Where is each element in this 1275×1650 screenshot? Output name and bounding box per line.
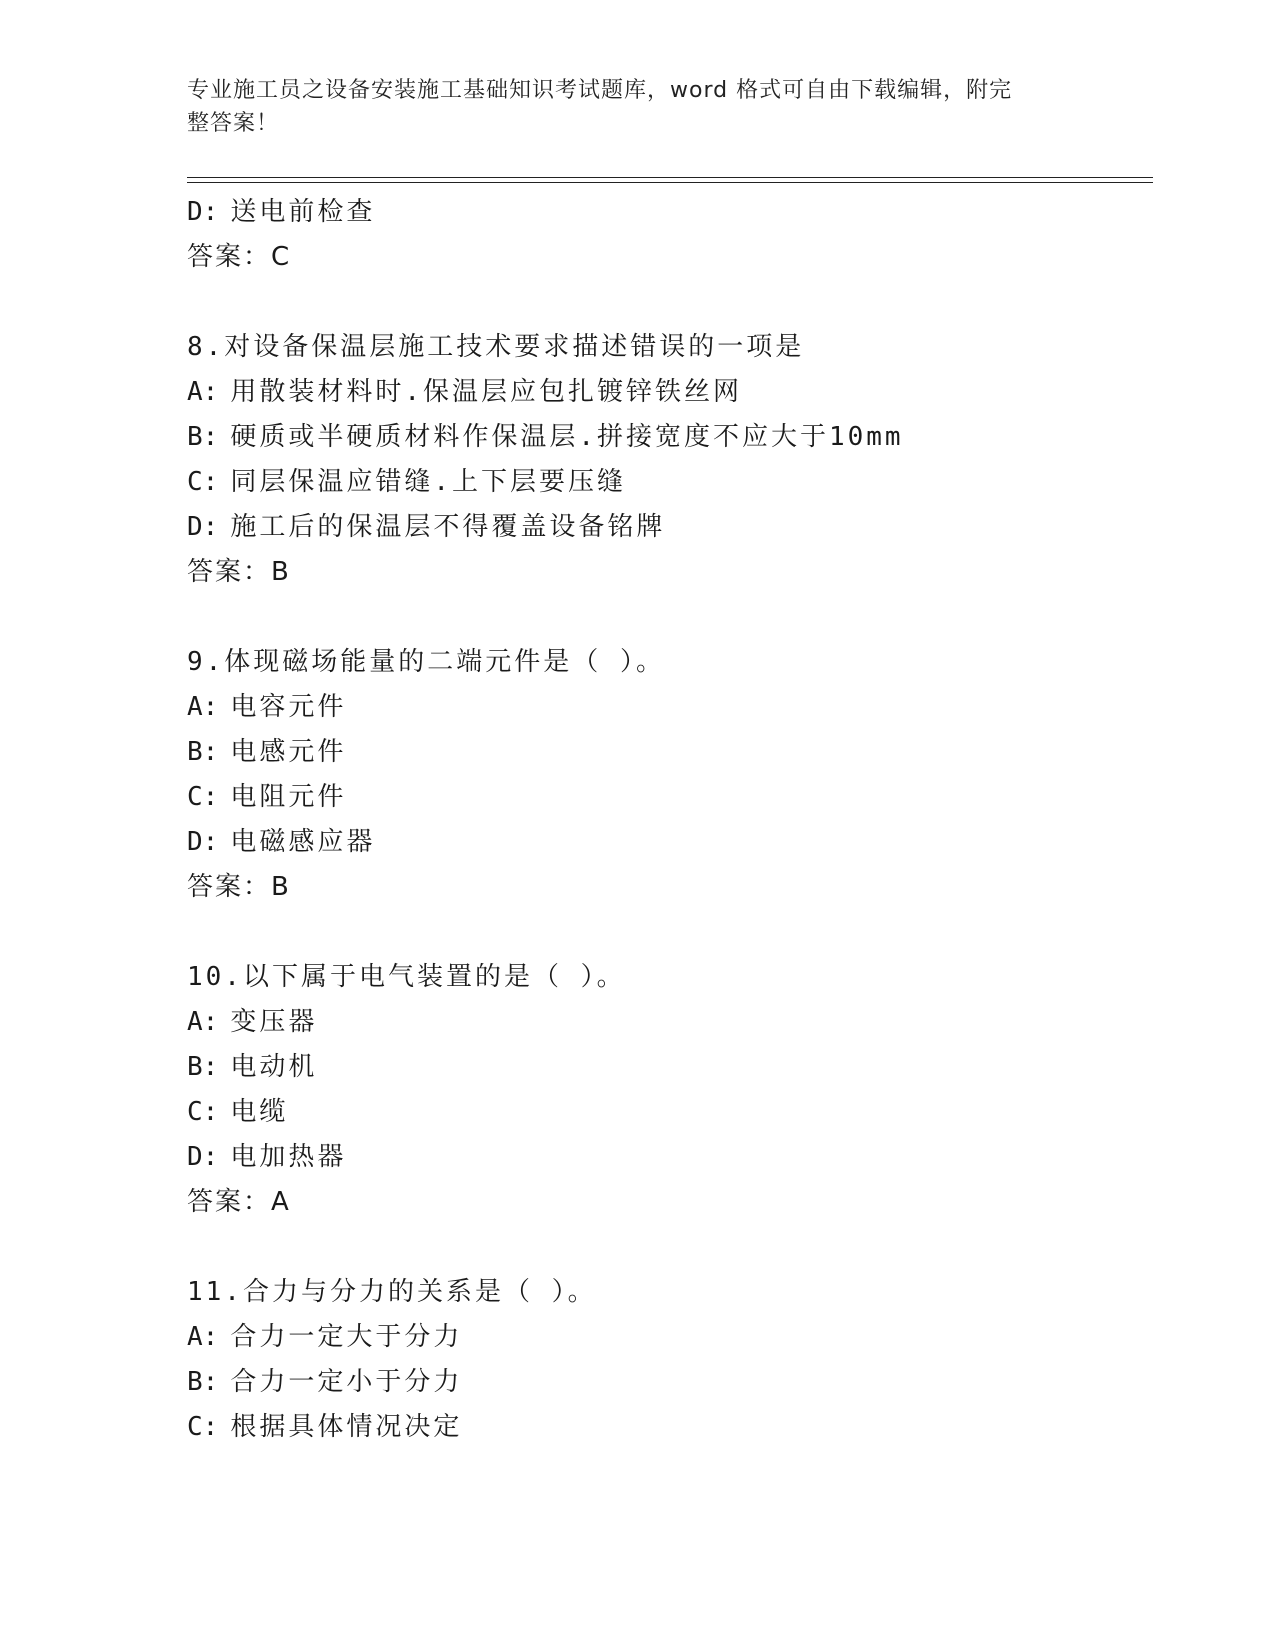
option-prefix: A: [187, 377, 219, 407]
question-stem: 11.合力与分力的关系是（ ）。 [187, 1277, 597, 1307]
option-prefix: B: [187, 1052, 219, 1082]
option-prefix: C: [187, 782, 219, 812]
question-stem: 8.对设备保温层施工技术要求描述错误的一项是 [187, 332, 805, 362]
option-line [187, 1360, 1157, 1405]
option-line [187, 1135, 1157, 1180]
option-prefix: A: [187, 1322, 219, 1352]
question-stem: 10.以下属于电气装置的是（ ）。 [187, 962, 626, 992]
option-line [187, 370, 1157, 415]
option-text: 送电前检查 [230, 197, 376, 227]
option-line [187, 685, 1157, 730]
option-line [187, 1045, 1157, 1090]
option-line [187, 1090, 1157, 1135]
option-line [187, 775, 1157, 820]
option-prefix: C: [187, 467, 219, 497]
document-header [187, 74, 1067, 140]
option-text: 合力一定大于分力 [230, 1322, 463, 1352]
option-prefix: C: [187, 1097, 219, 1127]
option-line [187, 730, 1157, 775]
header-title-line-1: 专业施工员之设备安装施工基础知识考试题库，word 格式可自由下载编辑，附完 [187, 78, 1013, 103]
option-text: 用散装材料时.保温层应包扎镀锌铁丝网 [230, 377, 742, 407]
header-divider-bottom [187, 182, 1153, 183]
option-text: 硬质或半硬质材料作保温层.拼接宽度不应大于10mm [230, 422, 904, 452]
option-prefix: C: [187, 1412, 219, 1442]
option-line [187, 820, 1157, 865]
option-line [187, 1315, 1157, 1360]
option-text: 电感元件 [230, 737, 347, 767]
option-line [187, 190, 1157, 235]
option-text: 电磁感应器 [230, 827, 376, 857]
option-text: 同层保温应错缝.上下层要压缝 [230, 467, 626, 497]
option-prefix: B: [187, 737, 219, 767]
answer-line: 答案：A [187, 1187, 291, 1217]
option-text: 电容元件 [230, 692, 347, 722]
option-text: 电加热器 [230, 1142, 347, 1172]
option-prefix: D: [187, 197, 219, 227]
answer-line: 答案：B [187, 872, 291, 902]
option-prefix: A: [187, 692, 219, 722]
spacer [187, 1225, 1157, 1270]
option-text: 电缆 [230, 1097, 289, 1127]
option-text: 根据具体情况决定 [230, 1412, 463, 1442]
question-stem: 9.体现磁场能量的二端元件是（ ）。 [187, 647, 665, 677]
option-line [187, 415, 1157, 460]
option-text: 电动机 [230, 1052, 318, 1082]
option-text: 合力一定小于分力 [230, 1367, 463, 1397]
option-line [187, 460, 1157, 505]
spacer [187, 595, 1157, 640]
option-prefix: D: [187, 827, 219, 857]
option-prefix: B: [187, 1367, 219, 1397]
option-prefix: D: [187, 1142, 219, 1172]
answer-line: 答案：C [187, 242, 292, 272]
question-list [187, 190, 1157, 1450]
spacer [187, 280, 1157, 325]
option-prefix: A: [187, 1007, 219, 1037]
header-divider-top [187, 177, 1153, 178]
option-line [187, 1405, 1157, 1450]
option-text: 施工后的保温层不得覆盖设备铭牌 [230, 512, 666, 542]
option-prefix: D: [187, 512, 219, 542]
option-text: 电阻元件 [230, 782, 347, 812]
option-line [187, 1000, 1157, 1045]
option-line [187, 505, 1157, 550]
answer-line: 答案：B [187, 557, 291, 587]
spacer [187, 910, 1157, 955]
header-title-line-2: 整答案！ [187, 111, 280, 136]
option-prefix: B: [187, 422, 219, 452]
option-text: 变压器 [230, 1007, 318, 1037]
